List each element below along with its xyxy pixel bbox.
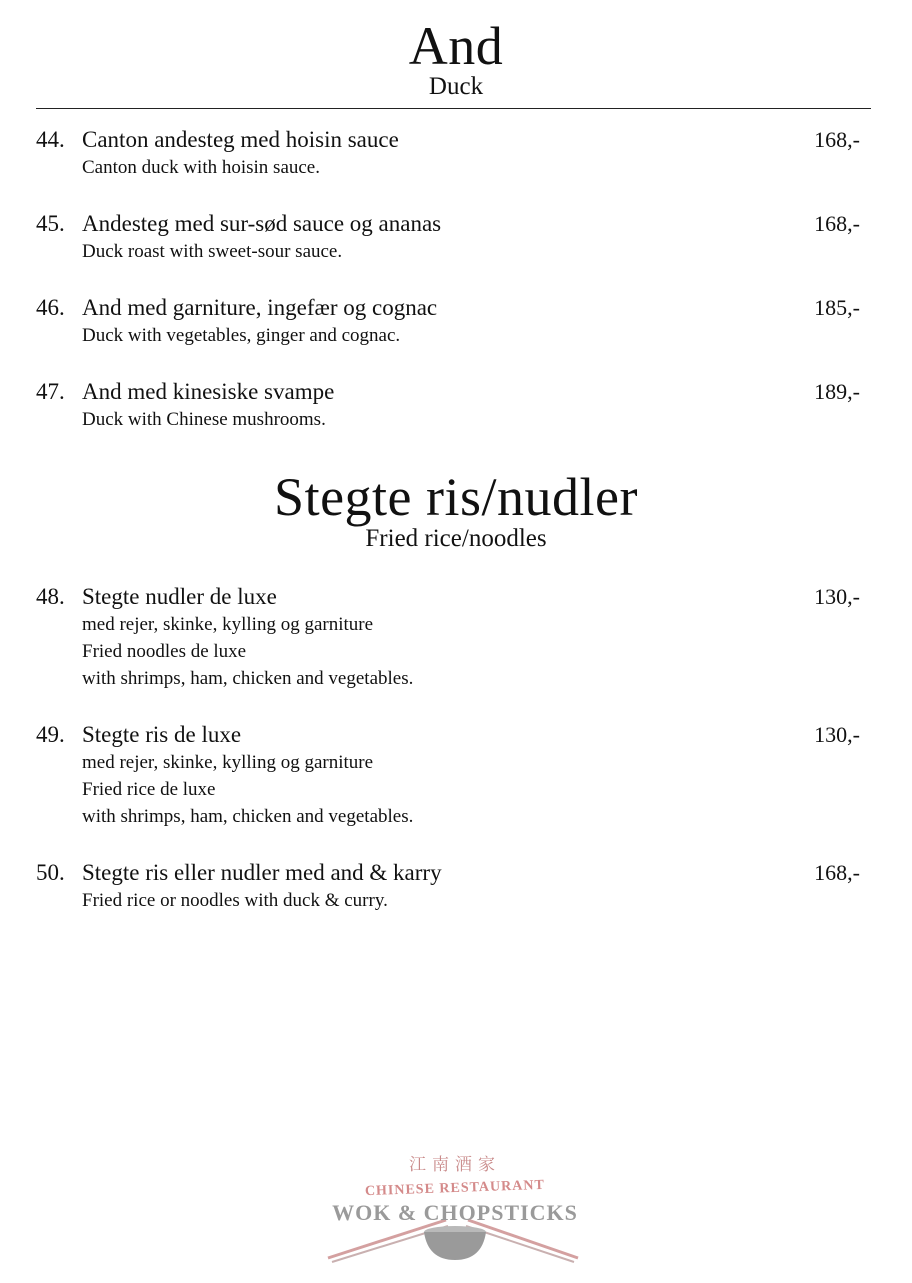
item-price: 130,- bbox=[814, 584, 860, 609]
restaurant-logo bbox=[318, 1148, 588, 1268]
item-number: 47. bbox=[36, 379, 65, 404]
item-description: Fried rice de luxe bbox=[82, 779, 216, 800]
logo-chinese-text: 江南酒家 bbox=[409, 1155, 501, 1175]
bowl-icon bbox=[424, 1232, 486, 1260]
item-name: And med garniture, ingefær og cognac bbox=[82, 295, 438, 320]
section-subtitle-fried-rice-noodles: Fried rice/noodles bbox=[365, 525, 547, 552]
item-price: 189,- bbox=[814, 379, 860, 404]
menu-item-50 bbox=[36, 859, 860, 914]
section-subtitle-duck: Duck bbox=[428, 73, 484, 100]
item-description: Duck with vegetables, ginger and cognac. bbox=[82, 325, 401, 346]
item-price: 168,- bbox=[814, 127, 860, 152]
item-price: 185,- bbox=[814, 295, 860, 320]
item-name: Stegte ris de luxe bbox=[82, 722, 242, 747]
item-description: with shrimps, ham, chicken and vegetables. bbox=[82, 668, 414, 689]
item-description: med rejer, skinke, kylling og garniture bbox=[82, 614, 374, 635]
menu-item-48 bbox=[36, 583, 860, 692]
section-title-fried-rice-noodles: Stegte ris/nudler bbox=[274, 467, 638, 527]
menu-item-46 bbox=[36, 294, 860, 349]
section-title-duck: And bbox=[408, 16, 504, 76]
item-description: med rejer, skinke, kylling og garniture bbox=[82, 752, 374, 773]
item-number: 46. bbox=[36, 295, 65, 320]
item-name: And med kinesiske svampe bbox=[82, 379, 335, 404]
menu-item-45 bbox=[36, 210, 860, 265]
item-name: Andesteg med sur-sød sauce og ananas bbox=[82, 211, 442, 236]
item-name: Stegte ris eller nudler med and & karry bbox=[82, 860, 442, 885]
item-price: 130,- bbox=[814, 722, 860, 747]
item-price: 168,- bbox=[814, 211, 860, 236]
item-number: 50. bbox=[36, 860, 65, 885]
item-number: 48. bbox=[36, 584, 65, 609]
item-name: Stegte nudler de luxe bbox=[82, 584, 277, 609]
section-divider bbox=[36, 108, 871, 109]
item-price: 168,- bbox=[814, 860, 860, 885]
menu-item-44 bbox=[36, 126, 860, 181]
logo-line2-text: WOK & CHOPSTICKS bbox=[332, 1200, 578, 1225]
menu-item-47 bbox=[36, 378, 860, 433]
item-description: Canton duck with hoisin sauce. bbox=[82, 157, 320, 178]
menu-item-49 bbox=[36, 721, 860, 830]
item-description: with shrimps, ham, chicken and vegetables. bbox=[82, 806, 414, 827]
item-number: 45. bbox=[36, 211, 65, 236]
item-name: Canton andesteg med hoisin sauce bbox=[82, 127, 399, 152]
item-description: Duck with Chinese mushrooms. bbox=[82, 409, 326, 430]
logo-line1-text: CHINESE RESTAURANT bbox=[364, 1177, 546, 1200]
item-number: 44. bbox=[36, 127, 65, 152]
item-description: Duck roast with sweet-sour sauce. bbox=[82, 241, 343, 262]
item-number: 49. bbox=[36, 722, 65, 747]
item-description: Fried rice or noodles with duck & curry. bbox=[82, 890, 388, 911]
item-description: Fried noodles de luxe bbox=[82, 641, 247, 662]
